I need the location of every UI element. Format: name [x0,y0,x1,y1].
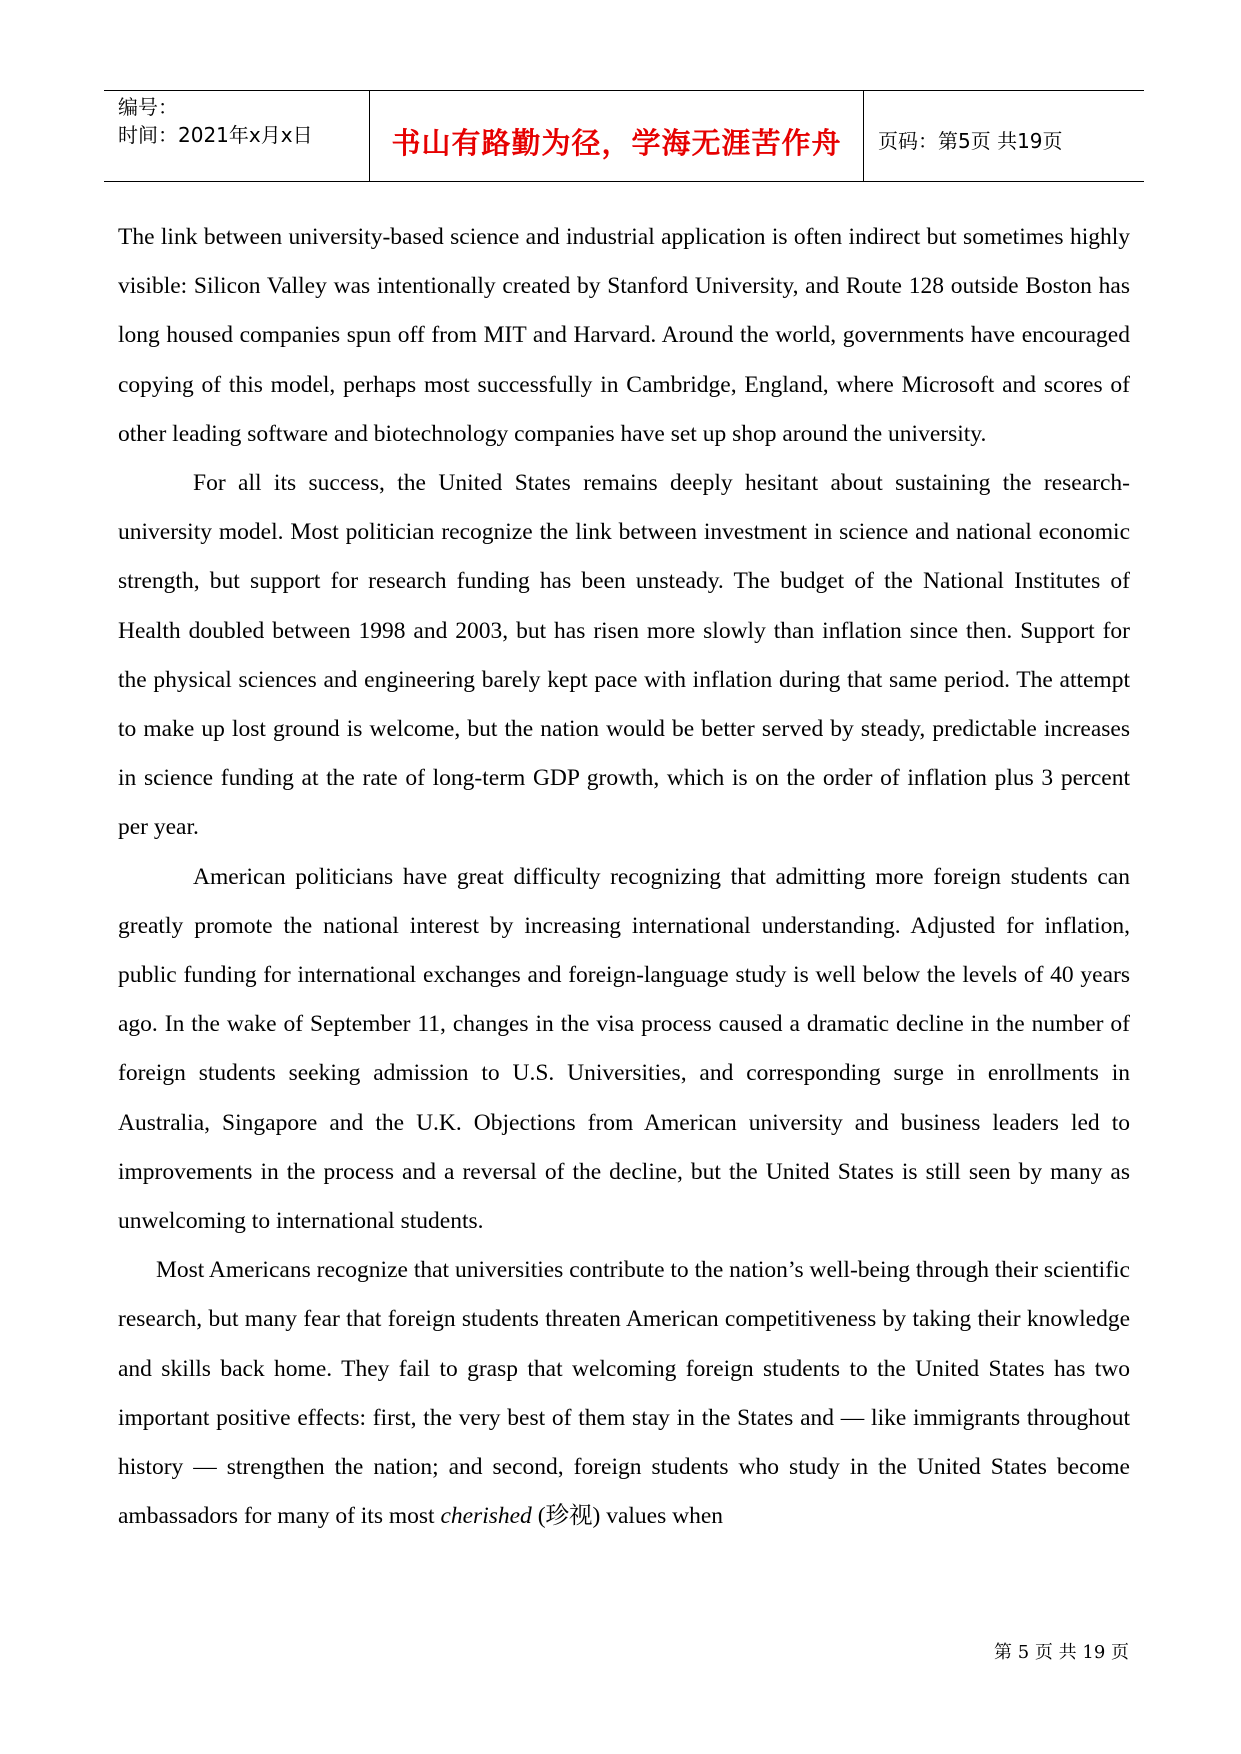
header-page-code: 页码：第5页 共19页 [878,129,1063,153]
header-motto: 书山有路勤为径，学海无涯苦作舟 [391,126,842,160]
paragraph-4-text-before: Most Americans recognize that universities contribute to the nation’s well-being through their scientific research, but many fear that foreign students threaten American competitiveness by taking their knowledge and skills back home. They fail to grasp that welcoming foreign students to the United States has two important positive effects: first, the very best of them stay in the States and — like immigrants throughout history — strengthen the nation; and second, foreign students who study in the United States become ambassadors for many of its most [118,1257,1130,1530]
paragraph-1: The link between university-based science and industrial application is often indirect but sometimes highly visible: Silicon Valley was intentionally created by Stanford University, and Route 128 outside Boston has long housed companies spun off from MIT and Harvard. Around the world, governments have encouraged copying of this model, perhaps most successfully in Cambridge, England, where Microsoft and scores of other leading software and biotechnology companies have set up shop around the university. [118,224,1130,447]
header-left-cell [104,91,370,181]
document-number-label: 编号： [118,95,178,119]
paragraph-3: American politicians have great difficulty recognizing that admitting more foreign students can greatly promote the national interest by increasing international understanding. Adjusted for inflation, public funding for international exchanges and foreign-language study is well below the levels of 40 years ago. In the wake of September 11, changes in the visa process caused a dramatic decline in the number of foreign students seeking admission to U.S. Universities, and corresponding surge in enrollments in Australia, Singapore and the U.K. Objections from American university and business leaders led to improvements in the process and a reversal of the decline, but the United States is still seen by many as unwelcoming to international students. [118,863,1130,1235]
header-motto-cell [370,91,864,181]
page-footer-number: 第 5 页 共 19 页 [994,1642,1129,1663]
document-body [118,213,1130,1541]
document-time-label: 时间：2021年x月x日 [118,123,313,147]
header-page-cell [864,91,1144,181]
paragraph-2: For all its success, the United States remains deeply hesitant about sustaining the research-university model. Most politician recognize the link between investment in science and national economic strength, but support for research funding has been unsteady. The budget of the National Institutes of Health doubled between 1998 and 2003, but has risen more slowly than inflation since then. Support for the physical sciences and engineering barely kept pace with inflation during that same period. The attempt to make up lost ground is welcome, but the nation would be better served by steady, predictable increases in science funding at the rate of long-term GDP growth, which is on the order of inflation plus 3 percent per year. [118,470,1130,841]
paragraph-4 [118,1246,1130,1541]
paragraph-4-text-after: (珍视) values when [531,1503,724,1530]
page-header [104,90,1144,182]
paragraph-4-italic-word: cherished [440,1503,532,1530]
